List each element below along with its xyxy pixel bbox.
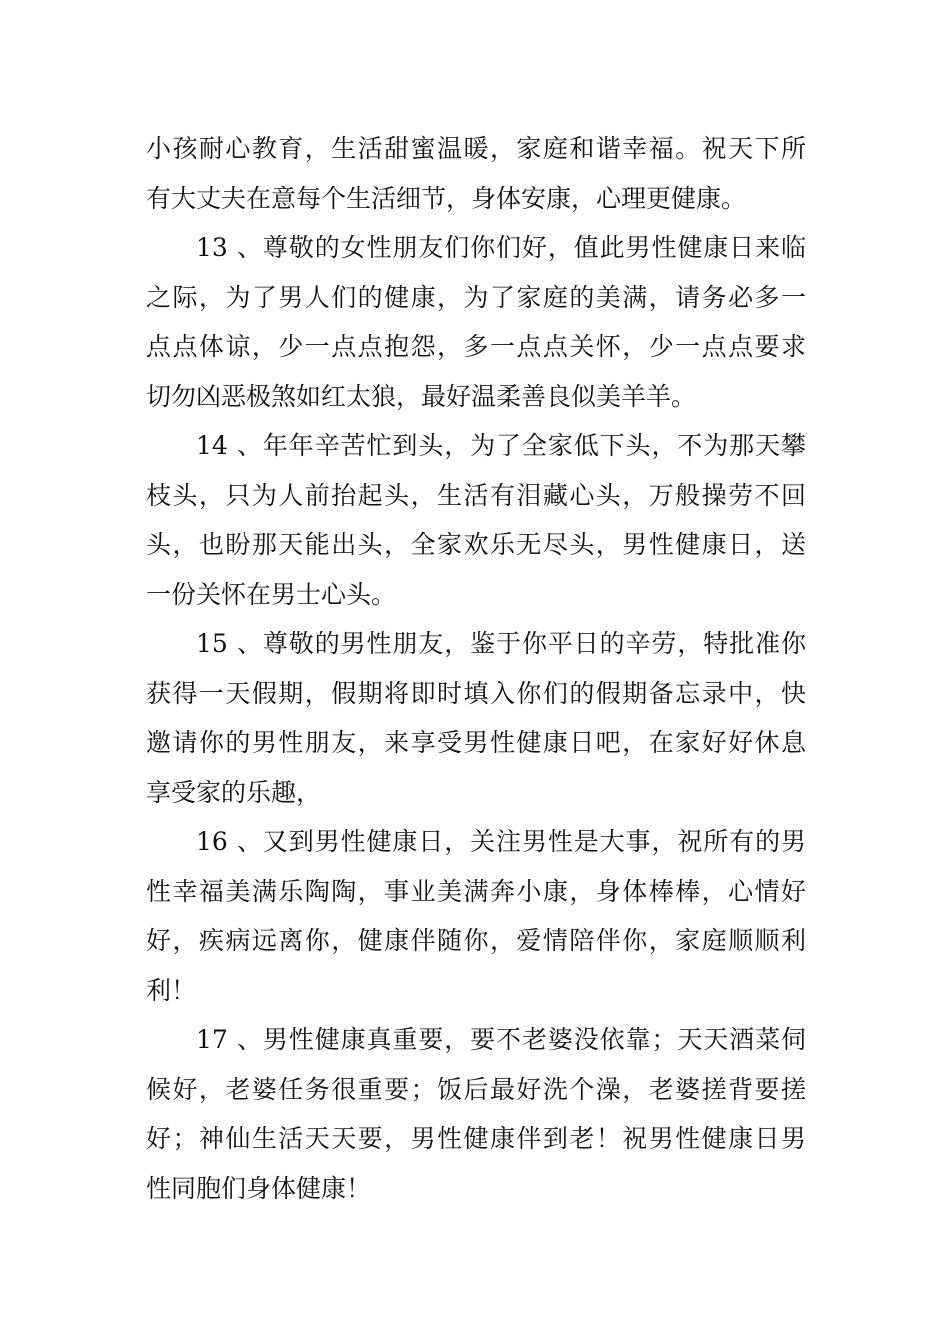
text-line: 头，也盼那天能出头，全家欢乐无尽头，男性健康日，送 — [146, 530, 806, 559]
text-line: 性同胞们身体健康！ — [146, 1173, 372, 1203]
item-first-line — [146, 817, 806, 867]
document-body — [146, 124, 806, 1213]
text-line: 获得一天假期，假期将即时填入你们的假期备忘录中，快 — [146, 678, 806, 708]
text-line: 性幸福美满乐陶陶，事业美满奔小康，身体棒棒，心情好 — [146, 876, 806, 906]
continuation-paragraph — [146, 124, 806, 223]
item-first-line — [146, 619, 806, 669]
item-number: 16、 — [196, 827, 262, 856]
list-item-13 — [146, 223, 806, 421]
item-first-text: 尊敬的男性朋友，鉴于你平日的辛劳，特批准你 — [262, 629, 806, 658]
item-first-line — [146, 223, 806, 273]
text-line: 候好，老婆任务很重要；饭后最好洗个澡，老婆搓背要搓 — [146, 1074, 806, 1104]
item-first-text: 年年辛苦忙到头，为了全家低下头，不为那天攀 — [262, 431, 806, 460]
list-item-15 — [146, 619, 806, 817]
text-line: 枝头，只为人前抬起头，生活有泪藏心头，万般操劳不回 — [146, 480, 806, 510]
list-item-14 — [146, 421, 806, 619]
text-line: 利！ — [146, 975, 197, 1005]
text-line: 好，疾病远离你，健康伴随你，爱情陪伴你，家庭顺顺利 — [146, 926, 806, 955]
item-first-line — [146, 421, 806, 471]
item-first-text: 尊敬的女性朋友们你们好，值此男性健康日来临 — [262, 233, 806, 262]
list-item-16 — [146, 817, 806, 1015]
item-first-text: 男性健康真重要，要不老婆没依靠；天天酒菜伺 — [262, 1025, 806, 1054]
text-line: 切勿凶恶极煞如红太狼，最好温柔善良似美羊羊。 — [146, 381, 697, 411]
list-item-17 — [146, 1015, 806, 1213]
text-line: 点点体谅，少一点点抱怨，多一点点关怀，少一点点要求 — [146, 332, 806, 361]
text-line: 邀请你的男性朋友，来享受男性健康日吧，在家好好休息 — [146, 728, 806, 757]
item-number: 15、 — [196, 629, 262, 658]
item-first-text: 又到男性健康日，关注男性是大事，祝所有的男 — [262, 827, 806, 856]
item-number: 14、 — [196, 431, 262, 460]
item-first-line — [146, 1015, 806, 1065]
text-line: 小孩耐心教育，生活甜蜜温暖，家庭和谐幸福。祝天下所 — [146, 134, 806, 163]
text-line: 好；神仙生活天天要，男性健康伴到老！祝男性健康日男 — [146, 1124, 806, 1153]
item-number: 13、 — [196, 233, 262, 262]
text-line: 之际，为了男人们的健康，为了家庭的美满，请务必多一 — [146, 282, 806, 312]
text-line: 享受家的乐趣， — [146, 777, 322, 807]
text-line: 有大丈夫在意每个生活细节，身体安康，心理更健康。 — [146, 183, 747, 213]
text-line: 一份关怀在男士心头。 — [146, 579, 397, 609]
item-number: 17、 — [196, 1025, 262, 1054]
